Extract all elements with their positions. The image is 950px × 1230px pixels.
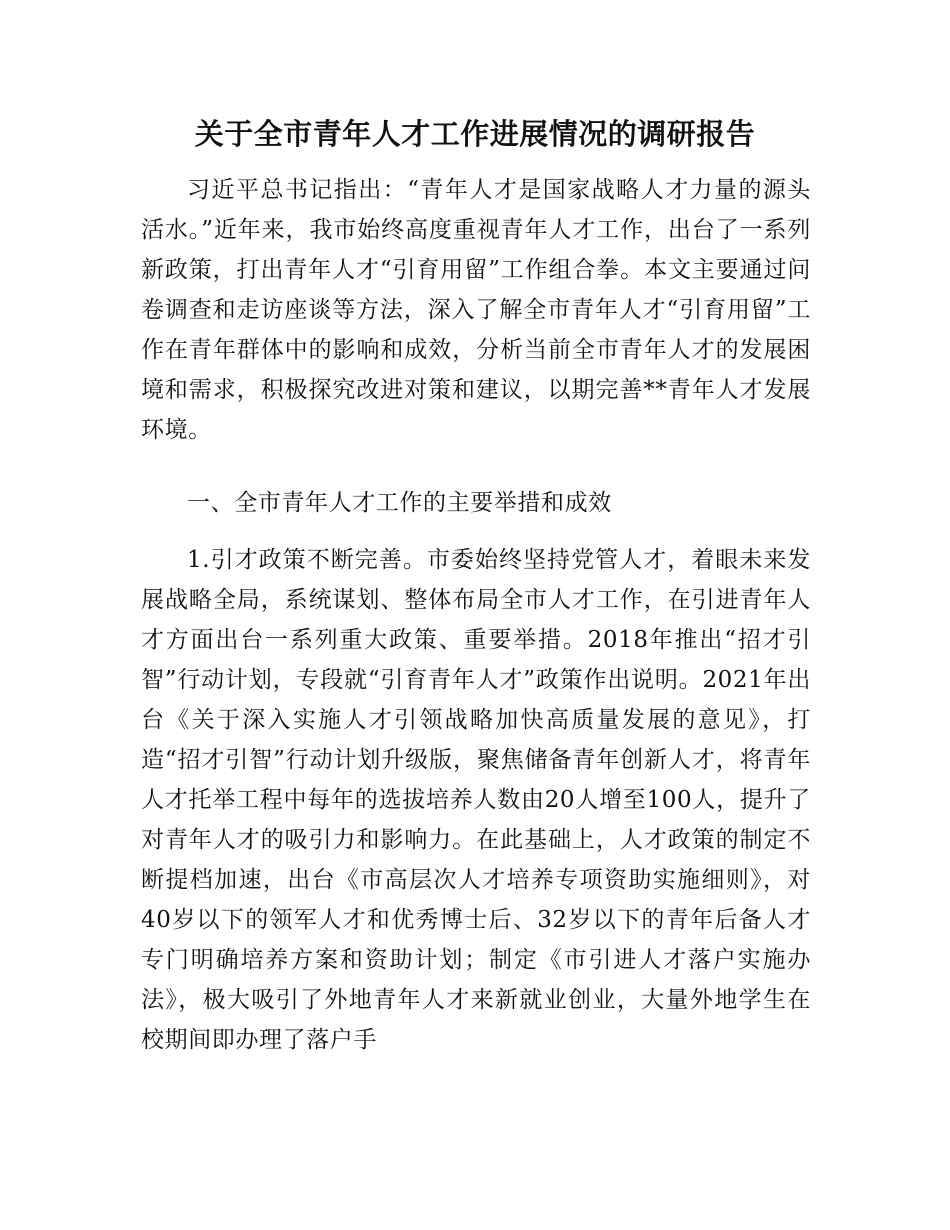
intro-paragraph: 习近平总书记指出：“青年人才是国家战略人才力量的源头活水。”近年来，我市始终高度重视青年人才工作，出台了一系列新政策，打出青年人才“引育用留”工作组合拳。本文主要通过问卷调查和走访座谈等方法，深入了解全市青年人才“引育用留”工作在青年群体中的影响和成效，分析当前全市青年人才的发展困境和需求，积极探究改进对策和建议，以期完善**青年人才发展环境。 — [141, 177, 811, 443]
section-heading: 一、全市青年人才工作的主要举措和成效 — [187, 490, 612, 516]
document-title: 关于全市青年人才工作进展情况的调研报告 — [194, 117, 756, 151]
item1-paragraph: 1.引才政策不断完善。市委始终坚持党管人才，着眼未来发展战略全局，系统谋划、整体布局全市人才工作，在引进青年人才方面出台一系列重大政策、重要举措。2018年推出“招才引智”行动计划，专段就“引育青年人才”政策作出说明。2021年出台《关于深入实施人才引领战略加快高质量发展的意见》，打造“招才引智”行动计划升级版，聚焦储备青年创新人才，将青年人才托举工程中每年的选拔培养人数由20人增至100人，提升了对青年人才的吸引力和影响力。在此基础上，人才政策的制定不断提档加速，出台《市高层次人才培养专项资助实施细则》，对40岁以下的领军人才和优秀博士后、32岁以下的青年后备人才专门明确培养方案和资助计划；制定《市引进人才落户实施办法》，极大吸引了外地青年人才来新就业创业，大量外地学生在校期间即办理了落户手 — [141, 547, 811, 1053]
